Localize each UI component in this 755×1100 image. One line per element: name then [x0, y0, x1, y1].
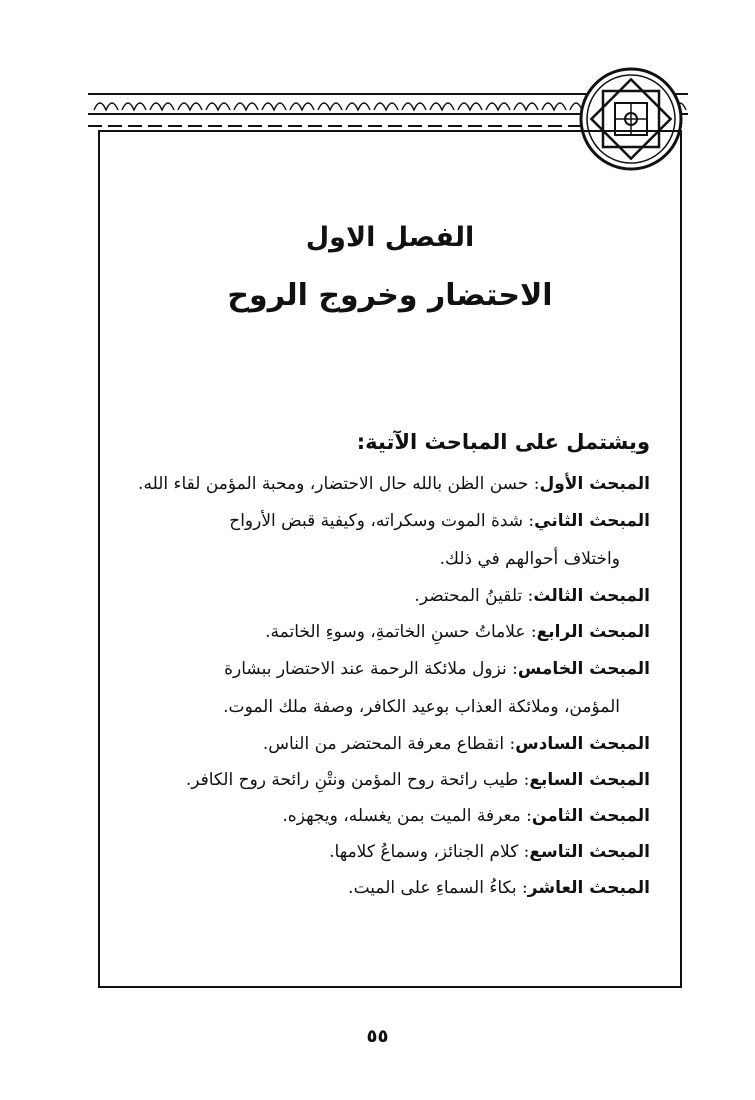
chapter-subject: الاحتضار وخروج الروح [227, 278, 553, 313]
section-text: شدة الموت وسكراته، وكيفية قبض الأرواح [229, 511, 524, 531]
page-number: ٥٥ [366, 1026, 389, 1047]
section-text: نزول ملائكة الرحمة عند الاحتضار ببشارة [224, 659, 507, 679]
sections-list [100, 466, 650, 906]
section-label: المبحث السادس [515, 734, 650, 754]
section-text: تلقينُ المحتضر. [414, 586, 523, 606]
section-text: انقطاع معرفة المحتضر من الناس. [262, 734, 505, 754]
section-text: كلام الجنائز، وسماعُ كلامها. [329, 842, 519, 862]
section-label: المبحث الرابع [536, 622, 650, 642]
section-label: المبحث الثاني [534, 511, 650, 531]
list-item: المبحث الثاني: شدة الموت وسكراته، وكيفية قبض الأرواح واختلاف أحوالهم في ذلك. [100, 502, 650, 578]
section-text-continuation: واختلاف أحوالهم في ذلك. [439, 549, 620, 569]
section-text: طيب رائحة روح المؤمن ونتْنِ رائحة روح الكافر. [185, 770, 519, 790]
list-item: المبحث الرابع: علاماتُ حسنِ الخاتمةِ، وسوءِ الخاتمة. [265, 622, 650, 642]
section-label: المبحث التاسع [529, 842, 650, 862]
list-item: المبحث الأول: حسن الظن بالله حال الاحتضار، ومحبة المؤمن لقاء الله. [138, 474, 650, 494]
list-item: المبحث الثامن: معرفة الميت بمن يغسله، ويجهزه. [282, 806, 650, 826]
section-text-continuation: المؤمن، وملائكة العذاب بوعيد الكافر، وصفة ملك الموت. [223, 697, 620, 717]
section-label: المبحث العاشر [527, 878, 650, 898]
section-label: المبحث الأول [539, 474, 650, 494]
section-text: حسن الظن بالله حال الاحتضار، ومحبة المؤمن لقاء الله. [138, 474, 529, 494]
list-item: المبحث السابع: طيب رائحة روح المؤمن ونتْنِ رائحة روح الكافر. [185, 770, 650, 790]
list-item: المبحث التاسع: كلام الجنائز، وسماعُ كلامها. [329, 842, 650, 862]
list-item: المبحث السادس: انقطاع معرفة المحتضر من الناس. [262, 734, 650, 754]
list-item: المبحث الثالث: تلقينُ المحتضر. [414, 586, 650, 606]
section-text: معرفة الميت بمن يغسله، ويجهزه. [282, 806, 521, 826]
section-label: المبحث الثامن [531, 806, 650, 826]
list-item: المبحث العاشر: بكاءُ السماءِ على الميت. [348, 878, 650, 898]
section-text: بكاءُ السماءِ على الميت. [348, 878, 517, 898]
sections-intro: ويشتمل على المباحث الآتية: [356, 430, 650, 454]
section-label: المبحث السابع [529, 770, 650, 790]
chapter-title: الفصل الاول [305, 222, 475, 253]
section-label: المبحث الثالث [533, 586, 650, 606]
list-item: المبحث الخامس: نزول ملائكة الرحمة عند الاحتضار ببشارة المؤمن، وملائكة العذاب بوعيد الكافر، وصفة ملك الموت. [100, 650, 650, 726]
section-text: علاماتُ حسنِ الخاتمةِ، وسوءِ الخاتمة. [265, 622, 526, 642]
section-label: المبحث الخامس [517, 659, 650, 679]
